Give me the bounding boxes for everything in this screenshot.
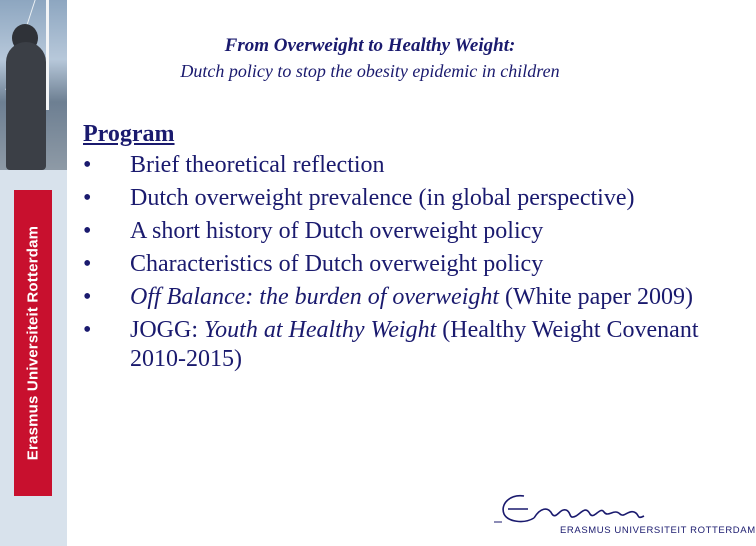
left-sidebar [0,0,67,546]
item-text: (Healthy Weight Covenant 2010-2015) [130,317,699,372]
bullet-icon: • [83,185,92,211]
bullet-icon: • [83,218,92,244]
list-item [83,151,723,180]
title-main: From Overweight to Healthy Weight: [224,35,516,56]
erasmus-logo [494,490,756,540]
list-item [83,184,723,213]
logo-caption: ERASMUS UNIVERSITEIT ROTTERDAM [560,525,756,536]
title-subtitle: Dutch policy to stop the obesity epidemic in children [180,61,560,81]
statue-photo [0,0,67,170]
item-text: (White paper 2009) [499,284,693,310]
program-section [83,120,723,378]
program-list [83,151,723,374]
university-name-banner [14,190,52,496]
list-item [83,283,723,312]
list-item [83,250,723,279]
university-name-vertical: Erasmus Universiteit Rotterdam [24,225,42,461]
item-text: Characteristics of Dutch overweight policy [130,251,544,277]
bullet-icon: • [83,284,92,310]
item-italic-title: Off Balance: the burden of overweight [130,284,500,310]
slide-title [90,34,650,84]
item-text: Brief theoretical reflection [130,152,385,178]
bullet-icon: • [83,317,92,343]
bridge-mast [46,0,49,110]
item-text: Dutch overweight prevalence (in global perspective) [130,185,635,211]
program-heading: Program [83,121,175,147]
erasmus-script-logo-icon [494,490,720,530]
bullet-icon: • [83,152,92,178]
item-italic-title: Youth at Healthy Weight [204,317,437,343]
item-prefix: JOGG: [130,317,205,343]
list-item [83,316,723,374]
list-item [83,217,723,246]
item-text: A short history of Dutch overweight policy [130,218,544,244]
bullet-icon: • [83,251,92,277]
statue-figure [6,42,46,170]
